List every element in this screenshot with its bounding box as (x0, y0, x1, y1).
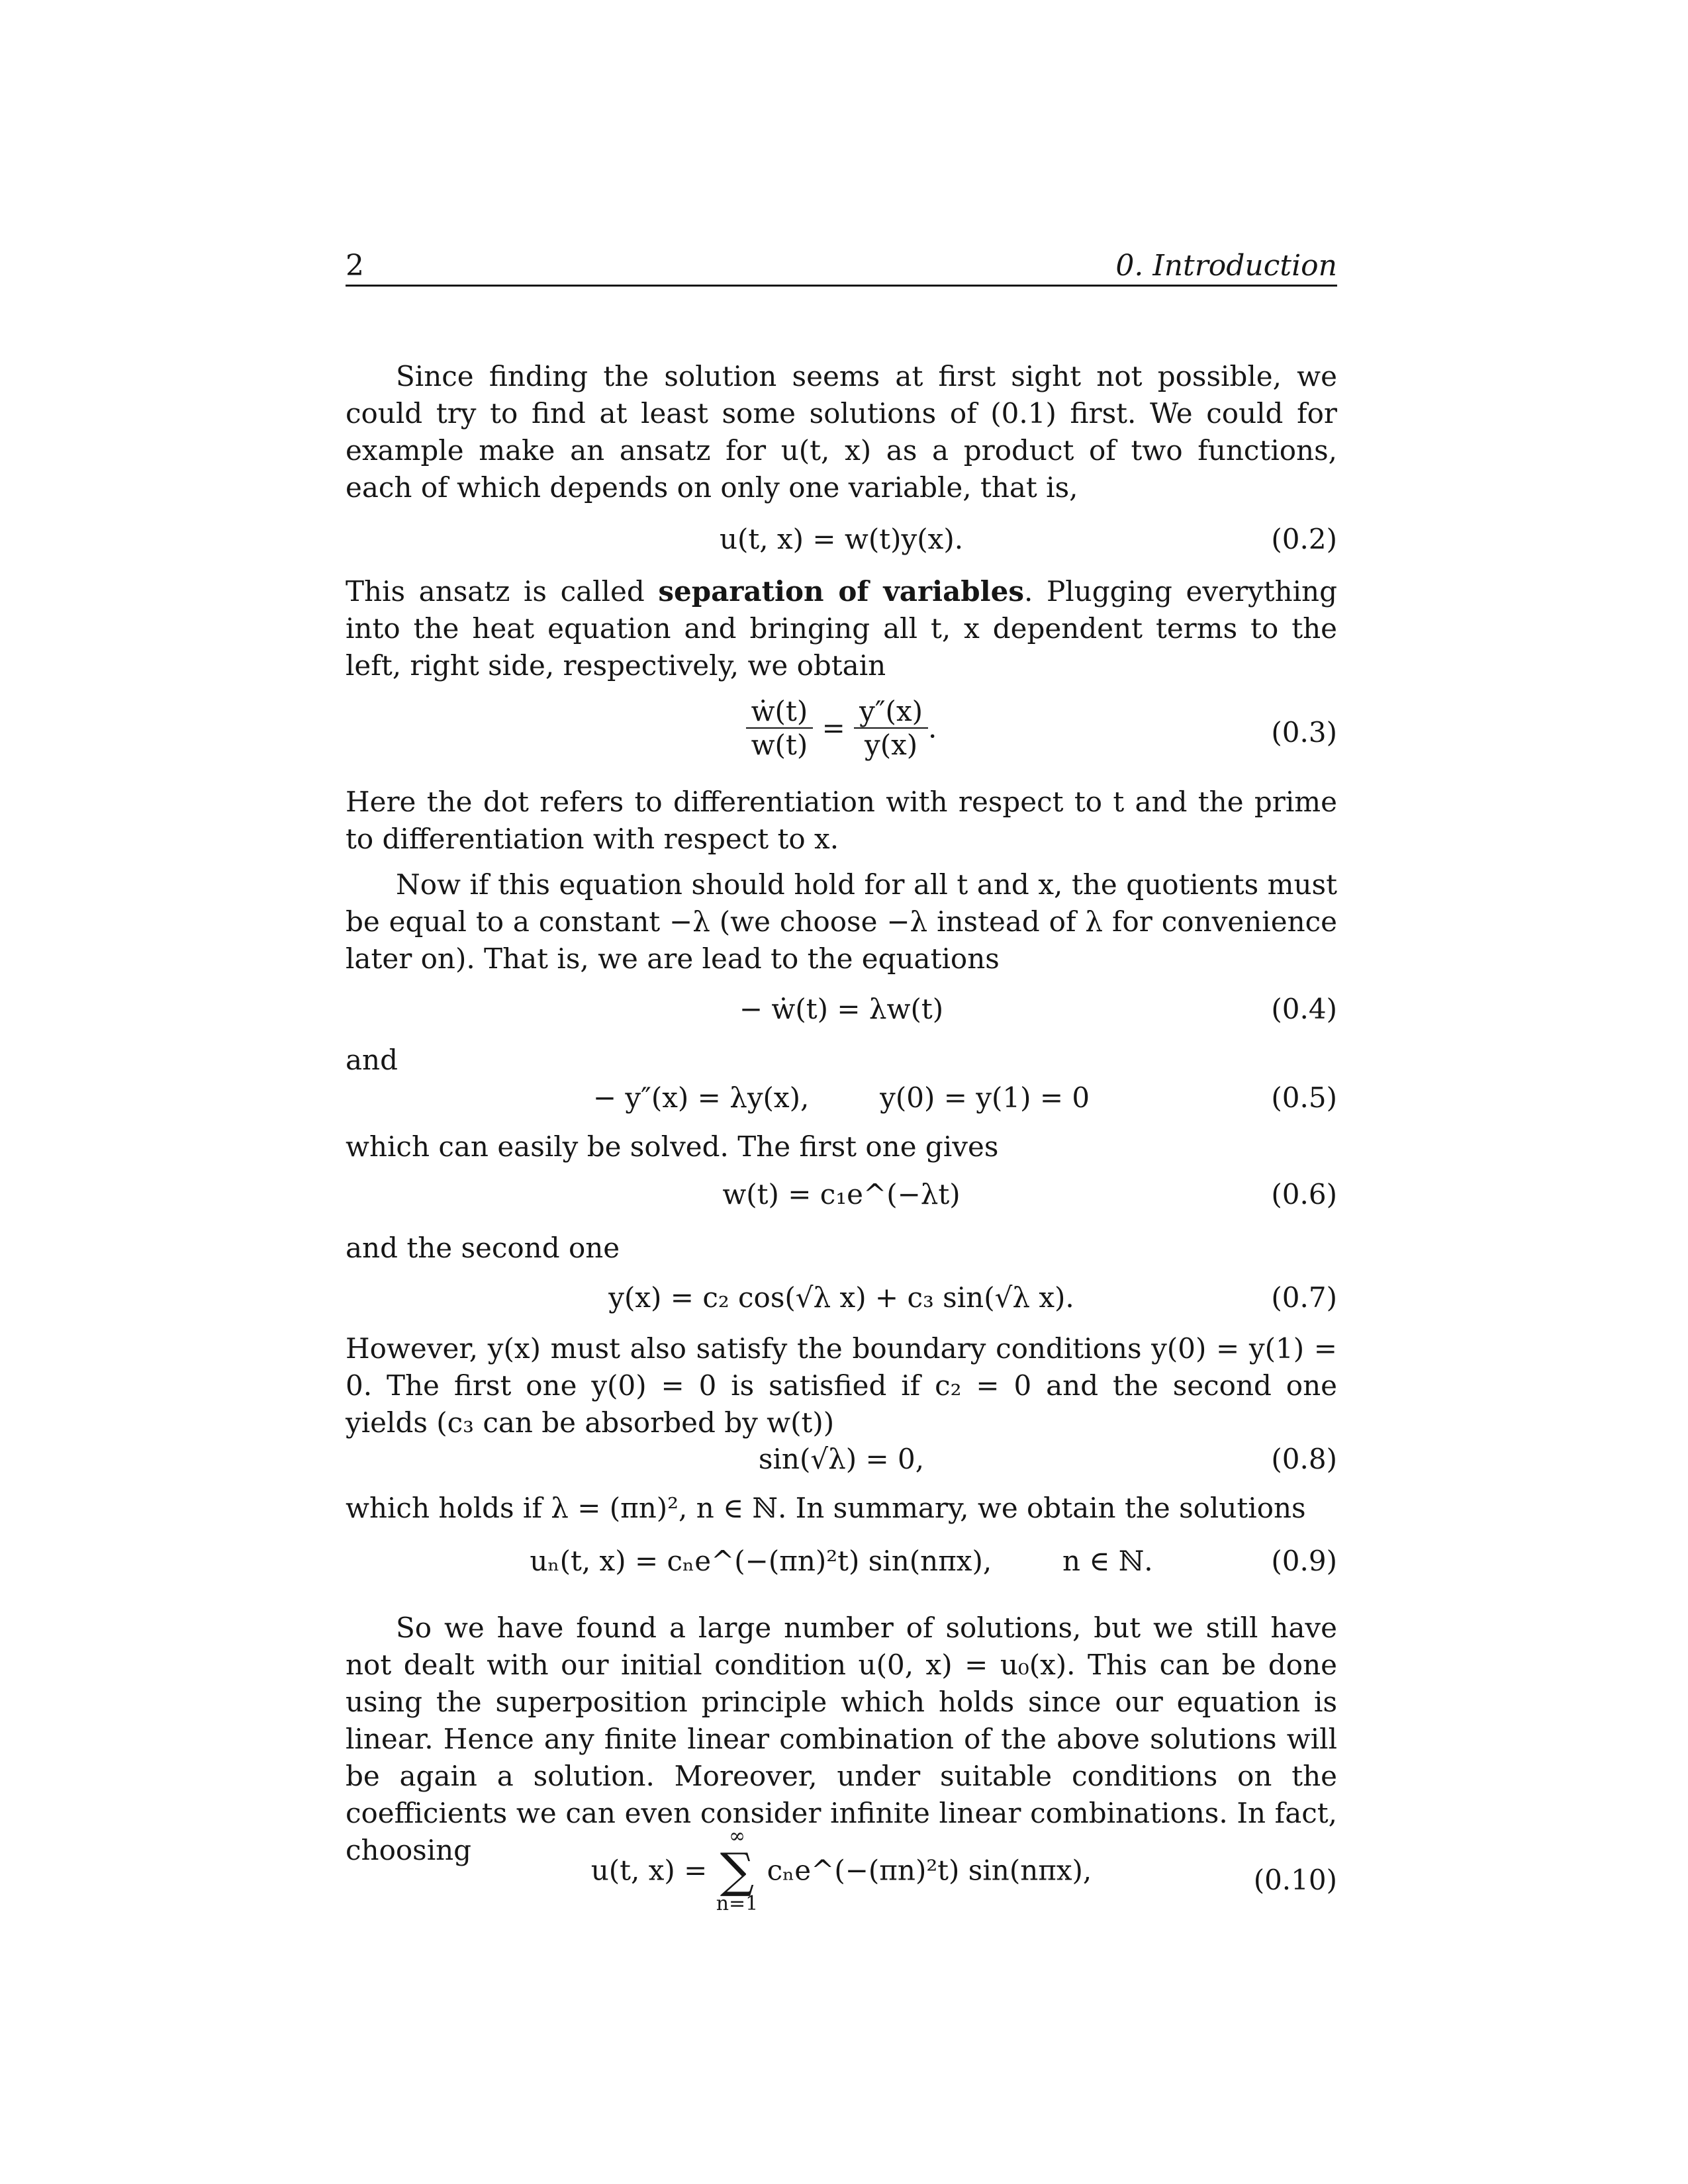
equation-0-8 (346, 1443, 1337, 1482)
fraction-denominator: y(x) (854, 727, 928, 761)
equation-number: (0.7) (1271, 1281, 1337, 1314)
fraction-numerator: y″(x) (859, 695, 923, 727)
equation-number: (0.2) (1271, 523, 1337, 555)
paragraph-7: and the second one (346, 1232, 620, 1264)
sum-upper-limit: ∞ (728, 1825, 745, 1848)
paragraph-5: and (346, 1044, 398, 1076)
equation-number: (0.3) (1271, 716, 1337, 749)
equation-0-4 (346, 993, 1337, 1032)
paragraph-6: which can easily be solved. The first one gives (346, 1130, 999, 1163)
equation-0-10-body (346, 1827, 1337, 1914)
equation-0-9 (346, 1545, 1337, 1584)
equation-number: (0.4) (1271, 993, 1337, 1025)
equation-number: (0.6) (1271, 1178, 1337, 1210)
paragraph-2-end: . Plugging everything into the heat equation and bringing all t, x dependent terms to the left, right side, respectively, we obtain (346, 575, 1337, 682)
equals-sign: = (821, 711, 845, 745)
fraction-denominator: w(t) (746, 727, 814, 761)
equation-0-2 (346, 523, 1337, 563)
equation-0-7-body: y(x) = c₂ cos(√λ x) + c₃ sin(√λ x). (608, 1281, 1074, 1314)
chapter-title: 0. Introduction (1115, 249, 1337, 283)
paragraph-10: So we have found a large number of solutions, but we still have not dealt with our initial condition u(0, x) = u₀(x). This can be done using the superposition principle which holds since our equation is linear. Hence any finite linear combination of the above solutions will be again a solution. Moreover, under suitable conditions on the coefficients we can even consider infinite linear combinations. In fact, choosing (346, 1612, 1337, 1866)
equation-0-7 (346, 1281, 1337, 1321)
fraction-right (854, 695, 928, 761)
sigma-symbol: ∑ (720, 1843, 755, 1898)
fraction-numerator: ẇ(t) (751, 695, 808, 727)
equation-lhs: u(t, x) = (590, 1854, 708, 1887)
paragraph-9: which holds if λ = (πn)², n ∈ ℕ. In summary, we obtain the solutions (346, 1492, 1306, 1524)
equation-number: (0.9) (1271, 1545, 1337, 1577)
equation-number: (0.8) (1271, 1443, 1337, 1475)
equation-0-5-body: − y″(x) = λy(x), y(0) = y(1) = 0 (592, 1081, 1090, 1114)
equation-0-10 (346, 1827, 1337, 1939)
sum-lower-limit: n=1 (716, 1892, 759, 1915)
page-number: 2 (346, 249, 364, 283)
paragraph-2-start: This ansatz is called (346, 575, 659, 608)
equation-0-3-body (346, 695, 1337, 761)
equation-0-5 (346, 1081, 1337, 1121)
paragraph-1: Since finding the solution seems at first sight not possible, we could try to find at least some solutions of (0.1) first. We could for example make an ansatz for u(t, x) as a product of two functions, each of which depends on only one variable, that is, (346, 360, 1337, 504)
fraction-left (746, 695, 814, 761)
equation-0-3 (346, 695, 1337, 774)
equation-rhs: cₙe^(−(πn)²t) sin(nπx), (767, 1854, 1092, 1887)
paragraph-3: Here the dot refers to differentiation with respect to t and the prime to differentiation with respect to x. (346, 786, 1337, 855)
paragraph-8: However, y(x) must also satisfy the boundary conditions y(0) = y(1) = 0. The first one y(0) = 0 is satisfied if c₂ = 0 and the second one yields (c₃ can be absorbed by w(t)) (346, 1332, 1337, 1439)
equation-0-6 (346, 1178, 1337, 1218)
term-separation-of-variables: separation of variables (658, 575, 1024, 608)
equation-0-9-body: uₙ(t, x) = cₙe^(−(πn)²t) sin(nπx), n ∈ ℕ. (530, 1545, 1153, 1577)
equation-0-2-body: u(t, x) = w(t)y(x). (719, 523, 964, 555)
equation-0-8-body: sin(√λ) = 0, (758, 1443, 925, 1475)
period: . (928, 711, 937, 745)
paragraph-4: Now if this equation should hold for all t and x, the quotients must be equal to a constant −λ (we choose −λ instead of λ for convenience later on). That is, we are lead to the equations (346, 868, 1337, 975)
running-header (346, 244, 1337, 287)
paragraph-2 (346, 573, 1337, 684)
equation-0-6-body: w(t) = c₁e^(−λt) (722, 1178, 961, 1210)
equation-number: (0.5) (1271, 1081, 1337, 1114)
equation-0-4-body: − ẇ(t) = λw(t) (739, 993, 944, 1025)
summation (716, 1827, 759, 1914)
equation-number: (0.10) (1253, 1864, 1337, 1896)
